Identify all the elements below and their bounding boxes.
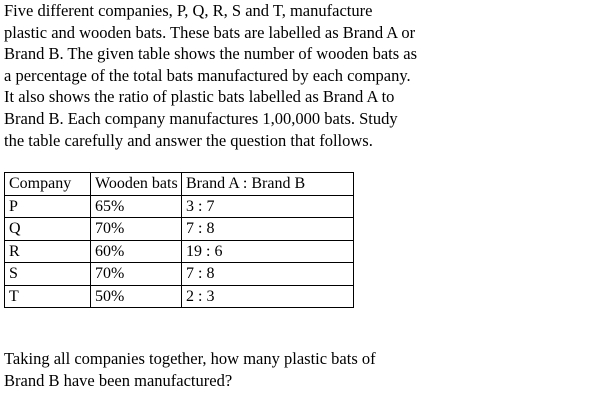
table-header-row [5, 173, 354, 196]
data-table [4, 172, 354, 308]
question-line: Brand B have been manufactured? [4, 370, 233, 390]
intro-paragraph [4, 0, 484, 151]
table-row [5, 263, 354, 286]
cell-ratio: 7 : 8 [182, 263, 354, 286]
table-row [5, 218, 354, 241]
cell-ratio: 7 : 8 [182, 218, 354, 241]
cell-ratio: 19 : 6 [182, 240, 354, 263]
question-line: Taking all companies together, how many plastic bats of [4, 349, 376, 368]
cell-wooden: 70% [91, 263, 182, 286]
table-row [5, 195, 354, 218]
cell-wooden: 70% [91, 218, 182, 241]
header-brand-ratio: Brand A : Brand B [182, 173, 354, 196]
intro-line: a percentage of the total bats manufactured by each company. [4, 65, 411, 85]
cell-company: S [5, 263, 91, 286]
intro-line: Brand B. Each company manufactures 1,00,000 bats. Study [4, 108, 398, 128]
cell-ratio: 3 : 7 [182, 195, 354, 218]
intro-line: Five different companies, P, Q, R, S and T, manufacture [4, 1, 373, 20]
cell-company: Q [5, 218, 91, 241]
intro-line: the table carefully and answer the question that follows. [4, 130, 373, 150]
intro-line: Brand B. The given table shows the number of wooden bats as [4, 44, 418, 64]
header-wooden-bats: Wooden bats [91, 173, 182, 196]
cell-wooden: 65% [91, 195, 182, 218]
intro-line: plastic and wooden bats. These bats are labelled as Brand A or [4, 22, 416, 42]
cell-company: P [5, 195, 91, 218]
header-company: Company [5, 173, 91, 196]
question-paragraph [4, 348, 484, 391]
cell-wooden: 60% [91, 240, 182, 263]
table-row [5, 285, 354, 308]
intro-line: It also shows the ratio of plastic bats labelled as Brand A to [4, 87, 395, 107]
cell-wooden: 50% [91, 285, 182, 308]
cell-company: T [5, 285, 91, 308]
cell-ratio: 2 : 3 [182, 285, 354, 308]
cell-company: R [5, 240, 91, 263]
table-row [5, 240, 354, 263]
